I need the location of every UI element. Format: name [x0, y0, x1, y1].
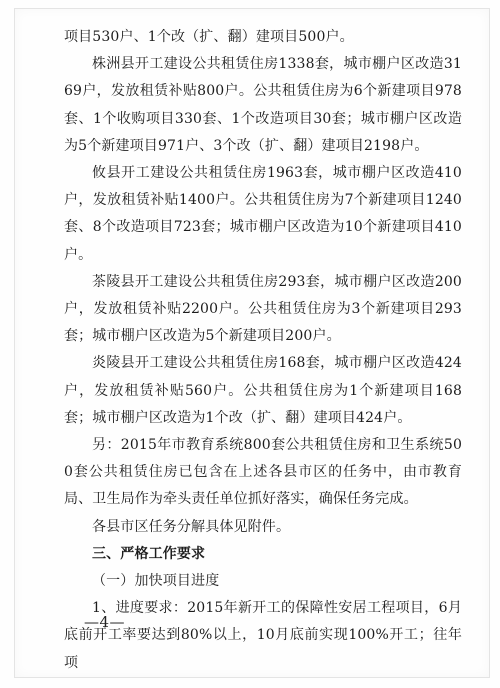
- section-title-work-requirements: 三、严格工作要求: [92, 545, 206, 562]
- document-body: [64, 24, 462, 677]
- paragraph-attachment-reference: 各县市区任务分解具体见附件。: [92, 518, 291, 535]
- paragraph-progress-requirement: 1、进度要求：2015年新开工的保障性安居工程项目，6月底前开工率要达到80%以上，10月底前实现100%开工；往年项: [64, 600, 462, 671]
- paragraph-you-county: 攸县开工建设公共租赁住房1963套，城市棚户区改造410户，发放租赁补贴1400户。公共租赁住房为7个新建项目1240套、8个改造项目723套；城市棚户区改造为10个新建项目410户。: [64, 165, 462, 263]
- paragraph-yanling-county: 炎陵县开工建设公共租赁住房168套，城市棚户区改造424户，发放租赁补贴560户。公共租赁住房为1个新建项目168套；城市棚户区改造为1个改（扩、翻）建项目424户。: [64, 355, 462, 426]
- paragraph-chaling-county: 茶陵县开工建设公共租赁住房293套，城市棚户区改造200户，发放租赁补贴2200户。公共租赁住房为3个新建项目293套；城市棚户区改造为5个新建项目200户。: [64, 273, 462, 345]
- paragraph-continuation: 项目530户、1个改（扩、翻）建项目500户。: [64, 29, 354, 45]
- subsection-title-project-progress: （一）加快项目进度: [92, 573, 220, 590]
- page-number: —4—: [84, 613, 126, 631]
- paragraph-zhuzhou-county: 株洲县开工建设公共租赁住房1338套，城市棚户区改造3169户，发放租赁补贴800户。公共租赁住房为6个新建项目978套、1个收购项目330套、1个改造项目30套；城市棚户区改造为5个新建项目971户、3个改（扩、翻）建项目2198户。: [64, 56, 462, 154]
- paragraph-note: 另：2015年市教育系统800套公共租赁住房和卫生系统500套公共租赁住房已包含在上述各县市区的任务中，由市教育局、卫生局作为牵头责任单位抓好落实，确保任务完成。: [64, 437, 462, 508]
